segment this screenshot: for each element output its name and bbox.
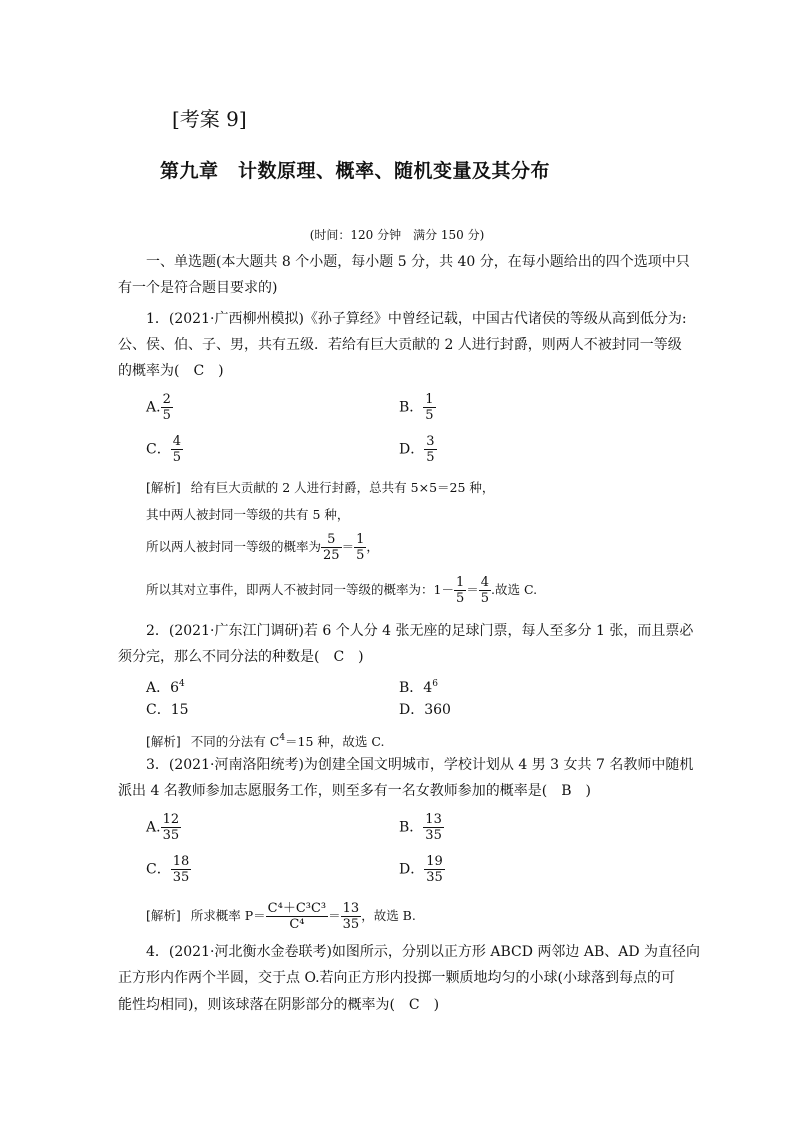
q3-solution: [解析] 所求概率 P＝ $\frac{\text{C⁴＋C³C³}}{\text{C⁴}}$ ＝ $\frac{13}{35}$ ，故选 B. <box>146 901 416 932</box>
q3-option-d: D． $\frac{19}{35}$ <box>399 854 443 885</box>
q2-stem-line2: 须分完，那么不同分法的种数是( C ) <box>118 649 364 665</box>
q1-stem-line1: 1．(2021·广西柳州模拟)《孙子算经》中曾经记载，中国古代诸侯的等级从高到低分为: <box>146 311 687 327</box>
q1-solution-line1: [解析] 给有巨大贡献的 2 人进行封爵，总共有 5×5＝25 种， <box>146 480 495 495</box>
fraction: $\frac{12}{35}$ <box>162 812 180 843</box>
section-instruction-line2: 有一个是符合题目要求的) <box>118 280 278 296</box>
fraction: $\frac{13}{35}$ <box>425 812 442 843</box>
q1-option-c <box>146 434 183 465</box>
fraction: $\frac{1}{5}$ <box>455 575 465 606</box>
fraction: $\frac{1}{5}$ <box>356 532 365 563</box>
section-instruction-line1: 一、单选题(本大题共 8 个小题，每小题 5 分，共 40 分，在每小题给出的四个选项中只 <box>146 254 690 270</box>
q3-stem-line1: 3．(2021·河南洛阳统考)为创建全国文明城市，学校计划从 4 男 3 女共 7 名教师中随机 <box>146 757 694 773</box>
case-tag: [考案 9] <box>172 107 247 131</box>
fraction: $\frac{3}{5}$ <box>426 434 435 465</box>
q2-option-d: D．360 <box>399 702 451 718</box>
fraction: $\frac{18}{35}$ <box>172 854 190 885</box>
fraction: $\frac{5}{25}$ <box>323 532 340 563</box>
q2-stem-line1: 2．(2021·广东江门调研)若 6 个人分 4 张无座的足球门票，每人至多分 1 张，而且票必 <box>146 623 694 639</box>
fraction: $\frac{\text{C⁴＋C³C³}}{\text{C⁴}}$ <box>267 901 327 932</box>
solution-tag: [解析] <box>146 734 181 749</box>
q3-stem-line2: 派出 4 名教师参加志愿服务工作，则至多有一名女教师参加的概率是( B ) <box>118 783 592 799</box>
solution-tag: [解析] <box>146 480 181 495</box>
q2-solution: [解析] 不同的分法有 $C^4=15$ 种，故选 C. <box>146 733 385 749</box>
option-label: C． <box>146 441 171 458</box>
q3-option-b: B． $\frac{13}{35}$ <box>399 812 442 843</box>
fraction: $\frac{1}{5}$ <box>425 392 434 423</box>
q1-option-d <box>399 434 437 465</box>
q1-solution-line3: 所以两人被封同一等级的概率为 $\frac{5}{25}$ ＝ $\frac{1}{5}$ ， <box>146 532 379 563</box>
time-info: (时间：120 分钟 满分 150 分) <box>309 228 485 242</box>
q2-option-a: A．$6^4$ <box>146 679 185 696</box>
chapter-title: 第九章 计数原理、概率、随机变量及其分布 <box>160 160 551 182</box>
fraction: $\frac{19}{35}$ <box>426 854 443 885</box>
fraction: $\frac{4}{5}$ <box>480 575 490 606</box>
q1-option-b <box>399 392 436 423</box>
q1-solution-line4: 所以其对立事件，即两人不被封同一等级的概率为：1－ $\frac{1}{5}$ ＝ $\frac{4}{5}$ .故选 C. <box>146 575 538 606</box>
fraction: $\frac{13}{35}$ <box>342 901 360 932</box>
q4-stem-line1: 4．(2021·河北衡水金卷联考)如图所示，分别以正方形 ABCD 两邻边 AB、AD 为直径向 <box>146 944 701 960</box>
q3-option-c: C． $\frac{18}{35}$ <box>146 854 190 885</box>
option-label: D． <box>399 441 425 458</box>
q2-option-c: C．15 <box>146 702 189 718</box>
option-label: B． <box>399 399 424 416</box>
q3-option-a: A. $\frac{12}{35}$ <box>146 812 180 843</box>
q1-solution-line2: 其中两人被封同一等级的共有 5 种， <box>146 507 350 522</box>
q1-stem-line3: 的概率为( C ) <box>118 363 224 379</box>
fraction: $\frac{2}{5}$ <box>162 392 171 423</box>
option-label: A. <box>146 399 161 416</box>
q1-option-a <box>146 392 173 423</box>
solution-tag: [解析] <box>146 908 181 923</box>
q4-stem-line3: 能性均相同)，则该球落在阴影部分的概率为( C ) <box>118 997 440 1013</box>
fraction: $\frac{4}{5}$ <box>172 434 181 465</box>
q2-option-b: B．$4^6$ <box>399 679 438 696</box>
q1-stem-line2: 公、侯、伯、子、男，共有五级．若给有巨大贡献的 2 人进行封爵，则两人不被封同一等级 <box>118 337 682 353</box>
q4-stem-line2: 正方形内作两个半圆，交于点 O.若向正方形内投掷一颗质地均匀的小球(小球落到每点的可 <box>118 970 676 986</box>
